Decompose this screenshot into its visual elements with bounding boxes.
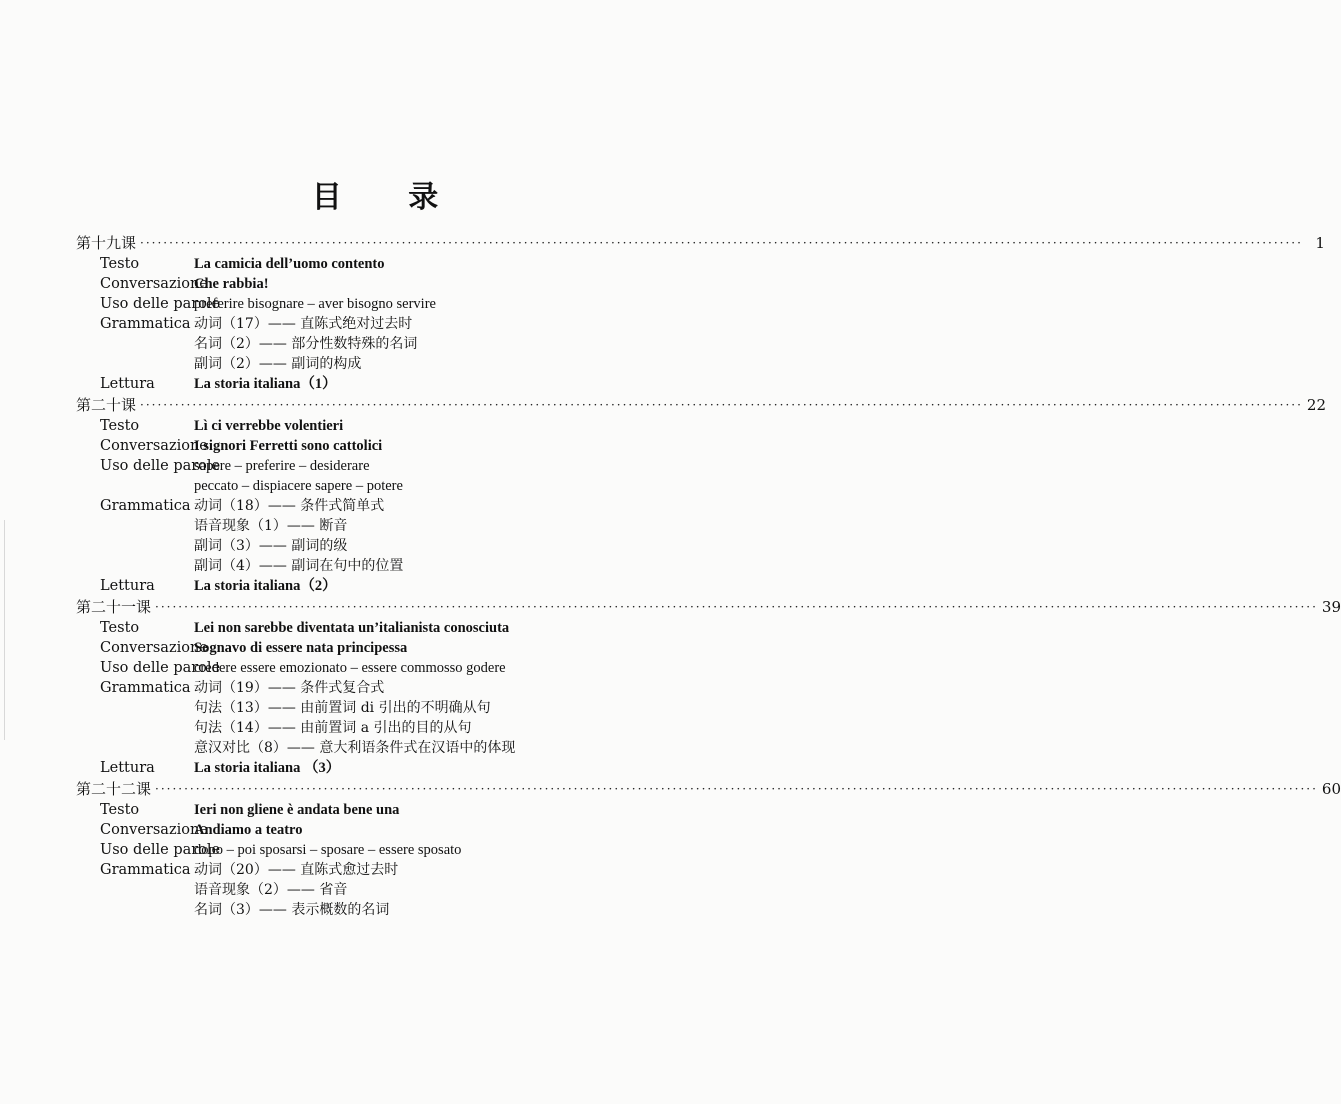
section-content: credere essere emozionato – essere commosso godere bbox=[194, 660, 506, 676]
section-label bbox=[76, 556, 194, 576]
page-edge-line bbox=[4, 520, 5, 740]
lesson-block bbox=[76, 232, 1325, 394]
section-content: Lì ci verrebbe volentieri bbox=[194, 418, 344, 434]
dot-leader: ········································································································································································································ bbox=[140, 398, 1303, 412]
section-label bbox=[76, 900, 194, 920]
toc-entry bbox=[76, 900, 642, 920]
section-content: dopo – poi sposarsi – sposare – essere sposato bbox=[194, 842, 462, 858]
section-label: Testo bbox=[100, 620, 140, 636]
lesson-heading[interactable] bbox=[76, 394, 1326, 416]
toc-entry bbox=[76, 254, 642, 274]
section-label: Grammatica bbox=[100, 498, 191, 514]
dot-leader: ········································································································································································································ bbox=[140, 236, 1303, 250]
dot-leader: ········································································································································································································ bbox=[155, 600, 1318, 614]
section-content: 语音现象（2）—— 省音 bbox=[194, 882, 348, 898]
section-content: 副词（2）—— 副词的构成 bbox=[194, 356, 362, 372]
section-content: sapere – preferire – desiderare bbox=[194, 458, 370, 474]
section-label: Lettura bbox=[100, 578, 155, 594]
section-label: Uso delle parole bbox=[100, 458, 221, 474]
section-content: 动词（17）—— 直陈式绝对过去时 bbox=[194, 316, 413, 332]
section-label bbox=[76, 880, 194, 900]
lesson-block bbox=[76, 394, 1326, 596]
toc-entry bbox=[76, 820, 642, 840]
toc-entry bbox=[76, 718, 642, 738]
section-content: 动词（20）—— 直陈式愈过去时 bbox=[194, 862, 399, 878]
section-content: 副词（3）—— 副词的级 bbox=[194, 538, 348, 554]
section-content: La storia italiana（1） bbox=[194, 376, 337, 392]
page-number: 39 bbox=[1321, 598, 1341, 616]
section-content: La camicia dell’uomo contento bbox=[194, 256, 385, 272]
section-label: Testo bbox=[100, 802, 140, 818]
toc-entry bbox=[76, 314, 642, 334]
toc-entry bbox=[76, 456, 642, 476]
section-label bbox=[76, 698, 194, 718]
lesson-block bbox=[76, 596, 1341, 778]
toc-entry bbox=[76, 800, 642, 820]
section-label: Lettura bbox=[100, 760, 155, 776]
toc-entry bbox=[76, 556, 642, 576]
section-content: Sognavo di essere nata principessa bbox=[194, 640, 408, 656]
section-label: Conversazione bbox=[100, 640, 208, 656]
section-label: Conversazione bbox=[100, 276, 208, 292]
section-label bbox=[76, 536, 194, 556]
section-label bbox=[76, 354, 194, 374]
section-label: Grammatica bbox=[100, 862, 191, 878]
lesson-block bbox=[76, 778, 1341, 920]
section-content: Ieri non gliene è andata bene una bbox=[194, 802, 400, 818]
section-content: 名词（2）—— 部分性数特殊的名词 bbox=[194, 336, 418, 352]
lesson-title: 第二十二课 bbox=[76, 780, 152, 798]
toc-entry bbox=[76, 536, 642, 556]
dot-leader: ········································································································································································································ bbox=[155, 782, 1318, 796]
section-content: 意汉对比（8）—— 意大利语条件式在汉语中的体现 bbox=[194, 740, 516, 756]
section-content: Andiamo a teatro bbox=[194, 822, 303, 838]
section-content: Che rabbia! bbox=[194, 276, 269, 292]
page-title: 目 录 bbox=[311, 180, 467, 215]
toc-entry bbox=[76, 658, 642, 678]
section-label: Grammatica bbox=[100, 316, 191, 332]
section-content: 句法（14）—— 由前置词 a 引出的目的从句 bbox=[194, 720, 472, 736]
section-content: peccato – dispiacere sapere – potere bbox=[194, 478, 403, 494]
toc-entry bbox=[76, 294, 642, 314]
toc-entry bbox=[76, 860, 642, 880]
section-content: 句法（13）—— 由前置词 di 引出的不明确从句 bbox=[194, 700, 491, 716]
lesson-title: 第二十一课 bbox=[76, 598, 152, 616]
lesson-title: 第二十课 bbox=[76, 396, 137, 414]
toc-entry bbox=[76, 334, 642, 354]
section-content: La storia italiana（2） bbox=[194, 578, 337, 594]
section-label: Testo bbox=[100, 418, 140, 434]
toc-entry bbox=[76, 436, 642, 456]
section-label: Uso delle parole bbox=[100, 842, 221, 858]
toc-entry bbox=[76, 496, 642, 516]
toc-entry bbox=[76, 738, 642, 758]
section-label: Lettura bbox=[100, 376, 155, 392]
toc-entry bbox=[76, 476, 642, 496]
page-number: 22 bbox=[1306, 396, 1326, 414]
lesson-heading[interactable] bbox=[76, 596, 1341, 618]
toc-entry bbox=[76, 840, 642, 860]
section-label: Uso delle parole bbox=[100, 296, 221, 312]
toc-entry bbox=[76, 516, 642, 536]
toc-entry bbox=[76, 416, 642, 436]
section-label bbox=[76, 476, 194, 496]
section-content: Lei non sarebbe diventata un’italianista conosciuta bbox=[194, 620, 510, 636]
page-number: 1 bbox=[1315, 234, 1325, 252]
section-content: 动词（19）—— 条件式复合式 bbox=[194, 680, 385, 696]
section-label bbox=[76, 718, 194, 738]
toc-entry bbox=[76, 374, 642, 394]
lesson-title: 第十九课 bbox=[76, 234, 137, 252]
section-label bbox=[76, 516, 194, 536]
lesson-heading[interactable] bbox=[76, 232, 1325, 254]
section-content: 动词（18）—— 条件式简单式 bbox=[194, 498, 385, 514]
lesson-heading[interactable] bbox=[76, 778, 1341, 800]
toc-entry bbox=[76, 354, 642, 374]
toc-entry bbox=[76, 274, 642, 294]
section-content: 副词（4）—— 副词在句中的位置 bbox=[194, 558, 404, 574]
section-label: Conversazione bbox=[100, 438, 208, 454]
section-content: I signori Ferretti sono cattolici bbox=[194, 438, 383, 454]
section-content: 名词（3）—— 表示概数的名词 bbox=[194, 902, 390, 918]
section-content: 语音现象（1）—— 断音 bbox=[194, 518, 348, 534]
toc-entry bbox=[76, 758, 642, 778]
section-label bbox=[76, 334, 194, 354]
toc-entry bbox=[76, 698, 642, 718]
table-of-contents bbox=[76, 232, 1341, 920]
section-label bbox=[76, 738, 194, 758]
toc-entry bbox=[76, 638, 642, 658]
toc-entry bbox=[76, 880, 642, 900]
toc-entry bbox=[76, 678, 642, 698]
section-label: Conversazione bbox=[100, 822, 208, 838]
section-label: Grammatica bbox=[100, 680, 191, 696]
section-label: Testo bbox=[100, 256, 140, 272]
section-label: Uso delle parole bbox=[100, 660, 221, 676]
section-content: preferire bisognare – aver bisogno servire bbox=[194, 296, 436, 312]
section-content: La storia italiana （3） bbox=[194, 760, 341, 776]
toc-entry bbox=[76, 576, 642, 596]
toc-entry bbox=[76, 618, 642, 638]
page-number: 60 bbox=[1321, 780, 1341, 798]
